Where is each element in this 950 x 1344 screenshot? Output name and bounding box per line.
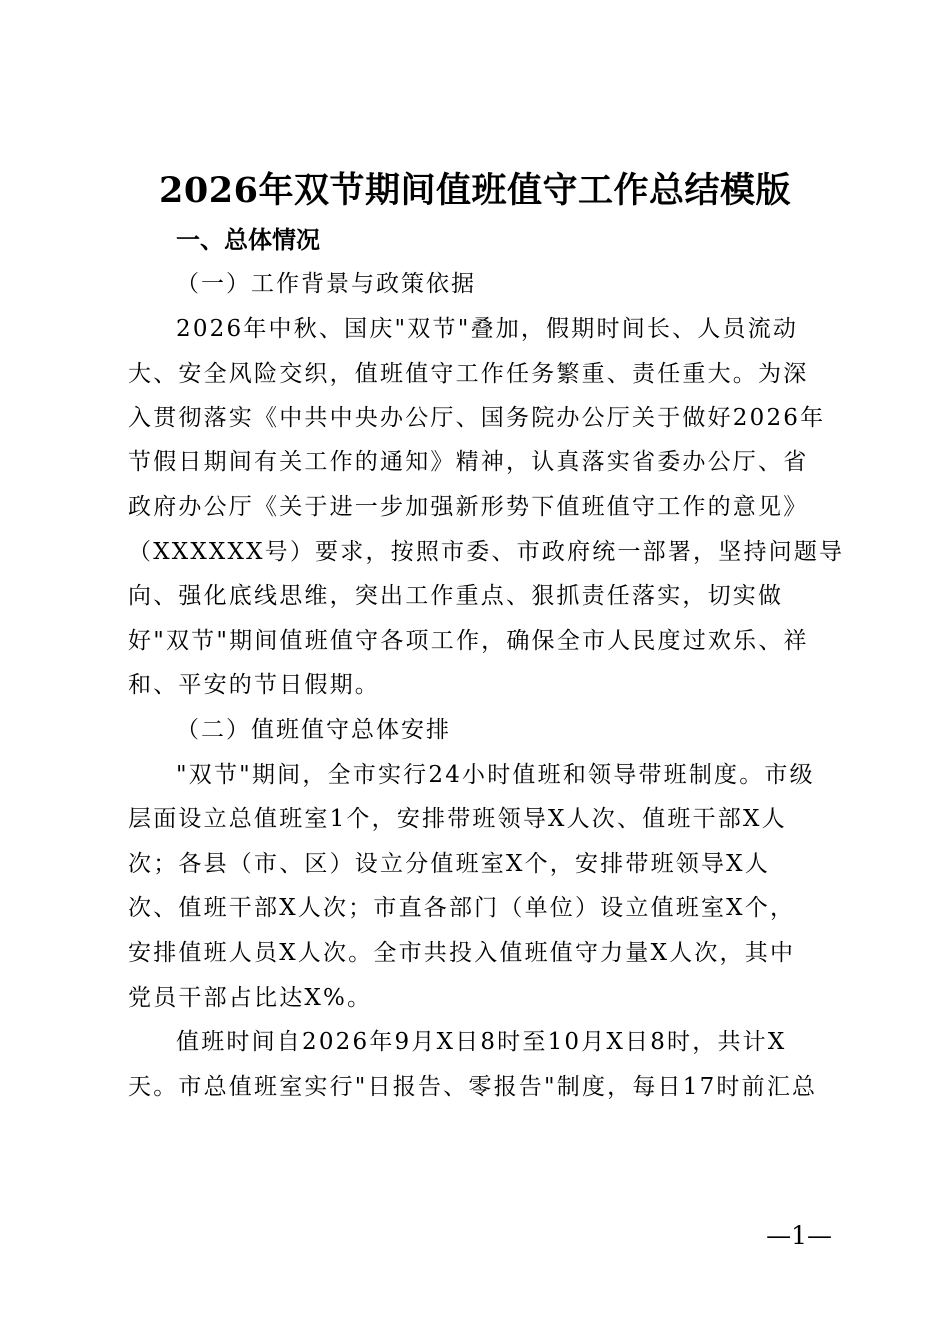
subsection-heading-arrangement: （二）值班值守总体安排: [176, 717, 451, 743]
paragraph-line: "双节"期间，全市实行24小时值班和领导带班制度。市级: [176, 762, 815, 788]
section-heading-overview: 一、总体情况: [176, 226, 320, 254]
paragraph-line: 2026年中秋、国庆"双节"叠加，假期时间长、人员流动: [176, 316, 799, 342]
paragraph-line: 政府办公厅《关于进一步加强新形势下值班值守工作的意见》: [128, 494, 809, 520]
paragraph-line: （XXXXXX号）要求，按照市委、市政府统一部署，坚持问题导: [128, 539, 845, 565]
paragraph-line: 次；各县（市、区）设立分值班室X个，安排带班领导X人: [128, 851, 770, 877]
subsection-heading-background: （一）工作背景与政策依据: [176, 271, 476, 297]
document-title: 2026年双节期间值班值守工作总结模版: [159, 170, 791, 211]
paragraph-line: 好"双节"期间值班值守各项工作，确保全市人民度过欢乐、祥: [128, 628, 809, 654]
paragraph-line: 值班时间自2026年9月X日8时至10月X日8时，共计X: [176, 1029, 787, 1055]
page-number: —1—: [766, 1221, 832, 1250]
paragraph-line: 次、值班干部X人次；市直各部门（单位）设立值班室X个，: [128, 895, 796, 921]
paragraph-line: 向、强化底线思维，突出工作重点、狠抓责任落实，切实做: [128, 583, 784, 609]
paragraph-line: 天。市总值班室实行"日报告、零报告"制度，每日17时前汇总: [128, 1074, 818, 1100]
paragraph-line: 和、平安的节日假期。: [128, 672, 380, 698]
paragraph-line: 安排值班人员X人次。全市共投入值班值守力量X人次，其中: [128, 940, 796, 966]
paragraph-line: 层面设立总值班室1个，安排带班领导X人次、值班干部X人: [128, 806, 787, 832]
paragraph-line: 党员干部占比达X%。: [128, 985, 373, 1011]
paragraph-line: 节假日期间有关工作的通知》精神，认真落实省委办公厅、省: [128, 449, 809, 475]
paragraph-line: 入贯彻落实《中共中央办公厅、国务院办公厅关于做好2026年: [128, 405, 826, 431]
paragraph-line: 大、安全风险交织，值班值守工作任务繁重、责任重大。为深: [128, 361, 809, 387]
